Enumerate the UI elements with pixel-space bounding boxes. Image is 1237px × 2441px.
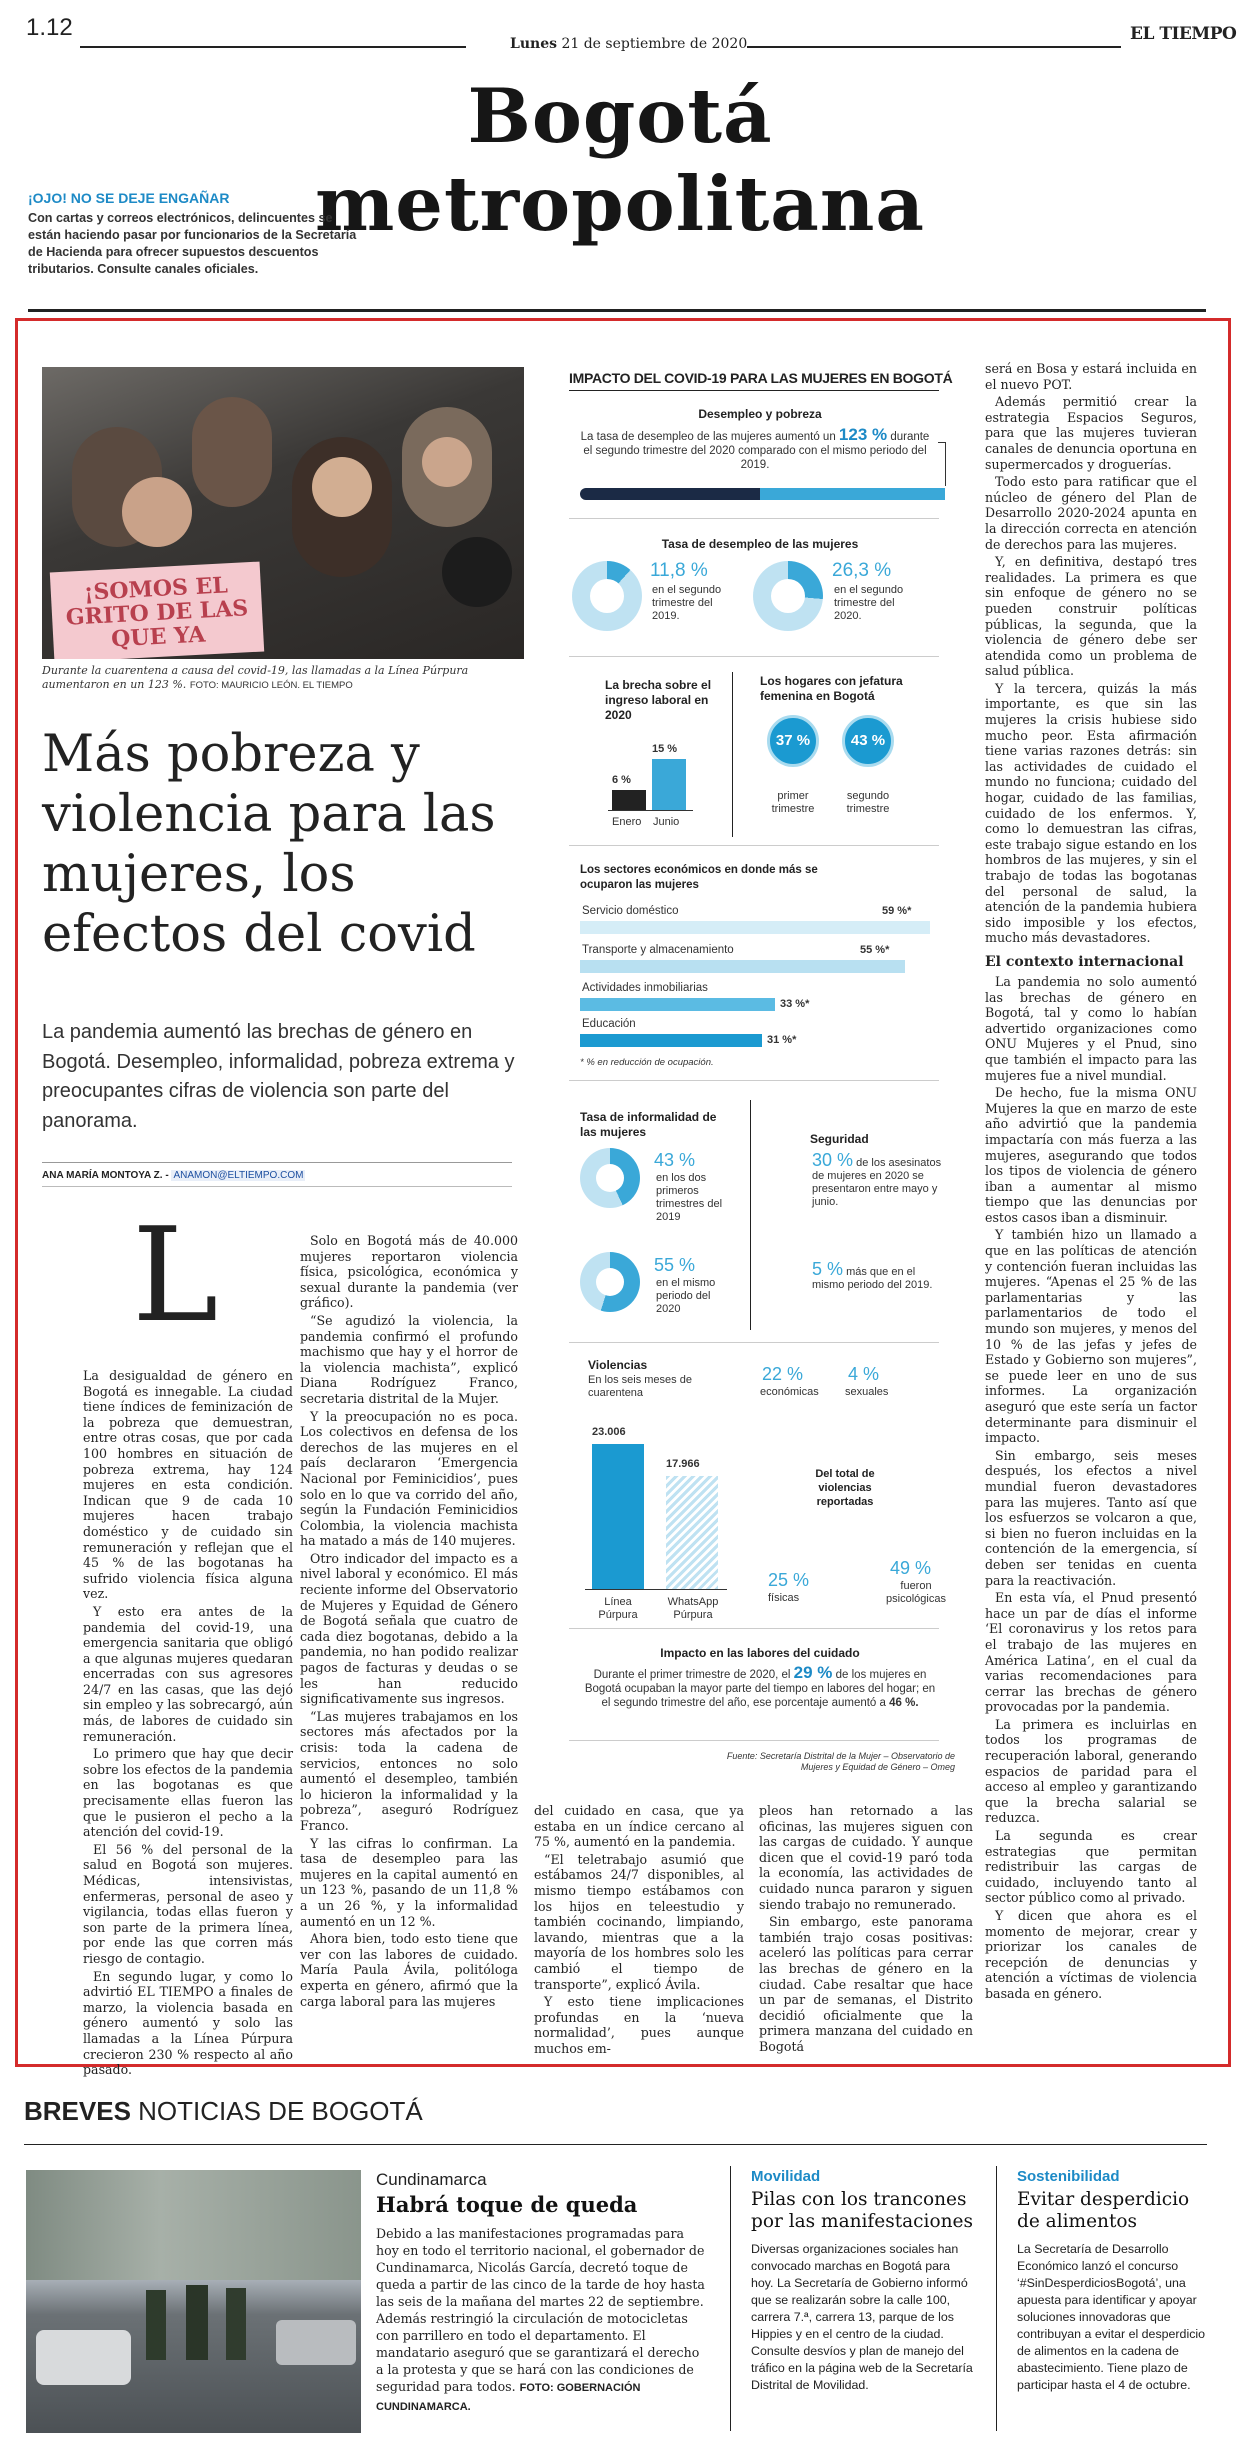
info-title-rule <box>569 390 939 391</box>
households-heading: Los hogares con jefatura femenina en Bogotá <box>760 674 903 703</box>
photo-trees <box>26 2170 361 2280</box>
sector-3-label: Actividades inmobiliarias <box>582 982 708 994</box>
gap-bar-junio <box>652 759 686 810</box>
breve-1-kicker: Cundinamarca <box>376 2170 487 2189</box>
article-column-5 <box>985 361 1197 2004</box>
sector-4-label: Educación <box>582 1018 636 1030</box>
info-vrule-1 <box>732 672 733 837</box>
gap-bar-enero-value: 6 % <box>612 774 631 786</box>
slice-economic-label: económicas <box>760 1386 819 1398</box>
security-block-2 <box>812 1259 942 1292</box>
security-v2: 5 % <box>812 1259 844 1279</box>
unemployment-text-a: La tasa de desempleo de las mujeres aumentó un <box>580 431 839 443</box>
col5-p7: De hecho, fue la misma ONU Mujeres la que en marzo de este año advirtió que la pandemia impactaría con más fuerza a las mujeres, asegurando que todos los tipos de violencia de género iban a aumentar al mismo tiempo que las denuncias por estos casos iban a disminuir. <box>985 1085 1197 1225</box>
care-text-b: de los mujeres en Bogotá ocupaban la mayor parte del tiempo en labores del hogar; en el segundo trimestre del año, ese porcentaje aumentó a <box>584 1669 936 1709</box>
author-sep: - <box>162 1170 172 1181</box>
photo-protest-sign: ¡SOMOS EL GRITO DE LAS QUE YA <box>50 562 264 659</box>
informality-donut-2019 <box>580 1148 640 1208</box>
col5-p11: La primera es incluirlas en todos los programas de recuperación laboral, generando espacios de paridad para el acceso al empleo y garantizando que la brecha salarial se reduzca. <box>985 1716 1197 1826</box>
breve-1-title: Habrá toque de queda <box>376 2192 638 2217</box>
care-text-a: Durante el primer trimestre de 2020, el <box>593 1669 794 1681</box>
security-v1: 30 % <box>812 1150 854 1170</box>
gap-bar-junio-value: 15 % <box>652 743 678 755</box>
unemployment-value: 123 % <box>838 425 888 444</box>
info-vrule-2 <box>750 1100 751 1330</box>
violence-bar-2 <box>666 1476 718 1589</box>
col5-p6: La pandemia no solo aumentó las brechas de género en Bogotá, tal y como lo habían advertido organizaciones como ONU Mujeres y el Pnud, sino que también el impacto para las mujeres fue a nivel mundial. <box>985 973 1197 1083</box>
alert-kicker: ¡OJO! NO SE DEJE ENGAÑAR <box>28 190 230 206</box>
author-email[interactable]: ANAMON@ELTIEMPO.COM <box>173 1170 304 1181</box>
informality-donut-2020 <box>580 1252 640 1312</box>
sector-2-value: 55 %* <box>860 944 890 956</box>
col3-p3: Y esto tiene implicaciones profundas en la ‘nueva normalidad’, pues aunque muchos em- <box>534 1994 744 2056</box>
info-rule-4 <box>569 1080 939 1081</box>
violence-heading: Violencias <box>588 1358 648 1372</box>
info-title: IMPACTO DEL COVID-19 PARA LAS MUJERES EN BOGOTÁ <box>569 370 953 386</box>
photo-officer-3 <box>226 2288 246 2360</box>
col1-p4: El 56 % del personal de la salud en Bogotá son mujeres. Médicas, intensivistas, enfermeras, personal de aseo y vigilancia, todas ellas fueron y son parte de la primera línea, por ende las que corren más riesgo de contagio. <box>83 1841 293 1966</box>
informality-heading: Tasa de informalidad de las mujeres <box>580 1110 717 1139</box>
gap-label-junio: Junio <box>653 816 680 828</box>
breves-title-light: NOTICIAS DE BOGOTÁ <box>138 2096 423 2126</box>
slice-sexual-value: 4 % <box>848 1364 880 1384</box>
info-rule-7 <box>569 1740 939 1741</box>
unemployment-text-b: durante el segundo trimestre del 2020 comparado con el mismo periodo del 2019. <box>583 431 930 471</box>
section-title: Bogotá metropolitana <box>314 72 926 248</box>
col5-p3: Todo esto para ratificar que el núcleo de género del Plan de Desarrollo 2020-2024 apunta en la dirección correcta en atención de derechos para las mujeres. <box>985 474 1197 552</box>
gap-axis <box>608 810 693 811</box>
col1-p1: La desigualdad de género en Bogotá es innegable. La ciudad tiene índices de feminización de la pobreza que demuestran, entre otras cosas, que por cada 100 hombres en situación de pobreza extrema, hay 124 mujeres en esta condición. Indican que 9 de cada 10 mujeres hacen trabajo doméstico y de cuidado sin remuneración y reflejan que el 45 % de las bogotanas ha sufrido violencia física alguna vez. <box>83 1368 293 1602</box>
informality-2019-value: 43 % <box>654 1150 696 1170</box>
slice-economic-value: 22 % <box>762 1364 804 1384</box>
sectors-note: * % en reducción de ocupación. <box>580 1057 714 1068</box>
article-column-1 <box>83 1368 293 2080</box>
brand-logo: EL TIEMPO <box>1130 24 1237 44</box>
slice-sexual-label: sexuales <box>845 1386 889 1398</box>
breve-2-kicker: Movilidad <box>751 2168 821 2185</box>
unemployment-heading: Desempleo y pobreza <box>698 407 822 421</box>
info-rule-1 <box>569 518 939 519</box>
breves-title <box>24 2096 423 2127</box>
col5-p9: Sin embargo, seis meses después, los efectos a nivel mundial fueron devastadores para las mujeres. Tanto así que los esfuerzos se volcaron a que, si bien no fueron incluidas en la contención de la emergencia, sí deben ser tenidas en cuenta para la reactivación. <box>985 1447 1197 1588</box>
col1-p2: Y esto era antes de la pandemia del covid-19, una emergencia sanitaria que obligó a que algunas mujeres quedaran encerradas con sus agresores 24/7 en las casas, que las dejó sin empleo y las sobrecargó, aún más, de labores de cuidado sin remuneración. <box>83 1603 293 1744</box>
households-q1-value: 37 % <box>775 732 811 749</box>
violence-sub: En los seis meses de cuarentena <box>588 1374 692 1399</box>
rate-2019-text: en el segundo trimestre del 2019. <box>652 584 722 622</box>
breves-divider-1 <box>730 2166 731 2431</box>
date-rest: 21 de septiembre de 2020 <box>561 36 748 52</box>
breve-2 <box>751 2168 973 2394</box>
col5-p12: La segunda es crear estrategias que permitan redistribuir las cargas de cuidado, incluyendo tanto al sector público como al privado. <box>985 1828 1197 1906</box>
care-heading: Impacto en las labores del cuidado <box>660 1646 860 1660</box>
rate-2020-value: 26,3 % <box>832 560 892 581</box>
unemployment-arrow-icon <box>938 442 946 486</box>
slice-psych-value: 49 % <box>890 1558 932 1578</box>
info-source: Fuente: Secretaría Distrital de la Mujer – Observatorio de Mujeres y Equidad de Género – Omeg <box>726 1751 955 1772</box>
photo-officer-1 <box>146 2290 166 2360</box>
col1-p3: Lo primero que hay que decir sobre los efectos de la pandemia en las bogotanas es que precisamente ellas fueron las que le pusieron el pecho a la atención del covid-19. <box>83 1746 293 1840</box>
sector-3-bar <box>580 998 775 1011</box>
sector-1-bar <box>580 921 930 934</box>
article-column-4 <box>759 1803 973 2057</box>
informality-2020-value: 55 % <box>654 1255 696 1275</box>
header-rule-right <box>747 46 1121 48</box>
col5-p1: será en Bosa y estará incluida en el nuevo POT. <box>985 361 1197 392</box>
violence-bar-2-value: 17.966 <box>666 1458 700 1470</box>
author-name: ANA MARÍA MONTOYA Z. <box>42 1170 163 1181</box>
header-date <box>510 36 747 52</box>
violence-bar-1 <box>592 1444 644 1589</box>
col3-p2: “El teletrabajo asumió que estábamos 24/7 disponibles, al mismo tiempo estábamos con los hijos en teleestudio y también cocinando, limpiando, lavando, mientras que a la mayoría de los hombres solo les cambió el tiempo de transporte”, explicó Ávila. <box>534 1851 744 1992</box>
article-column-2 <box>300 1233 518 2011</box>
rate-2020-text: en el segundo trimestre del 2020. <box>834 584 904 622</box>
unemployment-bar-dark <box>580 488 760 500</box>
col5-p5: Y la tercera, quizás la más importante, es que sin las mujeres la crisis hubiese sido mucho peor. Esta afirmación tiene varias razones detrás: sin las actividades de cuidado el mundo no funciona; cuidado del hogar, cuidado de las familias, cuidado de los enfermos. Y, como lo demuestran las cifras, este trabajo sigue estando en los hombros de las mujeres, y sin el trabajo de todas las bogotanas del personal de salud, la atención de la pandemia hubiera sido imposible y los efectos, mucho más devastadores. <box>985 680 1197 946</box>
info-rule-6 <box>569 1628 939 1629</box>
col5-p8: Y también hizo un llamado a que en las políticas de atención y contención fueran incluidas las mujeres. “Apenas el 25 % de las parlamentarias y las parlamentarios de todo el mundo son mujeres, y menos del 10 % de las jefas y jefes de Estado y Gobierno son mujeres”, se puede leer en uno de sus informes. La organización aseguró que este sería un factor determinante para disminuir el impacto. <box>985 1227 1197 1446</box>
info-rule-5 <box>569 1342 939 1343</box>
info-rule-2 <box>569 656 939 657</box>
slice-physical-value: 25 % <box>768 1570 810 1590</box>
breves-divider-2 <box>996 2166 997 2431</box>
violence-donut-center: Del total de violencias reportadas <box>815 1468 875 1508</box>
sector-4-value: 31 %* <box>767 1034 797 1046</box>
slice-psych-label: fueron psicológicas <box>886 1580 946 1605</box>
breve-1-text <box>376 2225 708 2416</box>
violence-bar-2-label: WhatsApp Púrpura <box>667 1596 719 1621</box>
header-bottom-rule <box>28 309 1206 312</box>
photo-caption <box>42 664 524 693</box>
col4-p2: Sin embargo, este panorama también trajo cosas positivas: aceleró las políticas para cerrar las brechas de género en la ciudad. Cabe resaltar que hace un par de semanas, el Distrito decidió oficialmente que la primera manzana del cuidado en Bogotá <box>759 1914 973 2054</box>
byline <box>42 1170 305 1181</box>
col2-p7: Ahora bien, todo esto tiene que ver con las labores de cuidado. María Paula Ávila, politóloga experta en género, afirmó que la carga laboral para las mujeres <box>300 1931 518 2009</box>
sector-1-label: Servicio doméstico <box>582 905 679 917</box>
photo-vehicle-2 <box>276 2320 356 2365</box>
breve-2-title: Pilas con los trancones por las manifestaciones <box>751 2189 973 2232</box>
sector-1-value: 59 %* <box>882 905 912 917</box>
infographic <box>560 360 970 1790</box>
security-t1: de los asesinatos de mujeres en 2020 se presentaron entre mayo y junio. <box>812 1157 942 1208</box>
photo-vehicle-1 <box>36 2330 131 2385</box>
care-value: 29 % <box>793 1663 833 1682</box>
households-q2-value: 43 % <box>850 732 886 749</box>
header-rule-left <box>80 46 466 48</box>
photo-credit: FOTO: MAURICIO LEÓN. EL TIEMPO <box>189 680 353 691</box>
sector-4-bar <box>580 1034 762 1047</box>
date-weekday: Lunes <box>510 36 557 52</box>
breve-1 <box>376 2170 708 2416</box>
alert-text: Con cartas y correos electrónicos, delincuentes se están haciendo pasar por funcionarios de la Secretaría de Hacienda para ofrecer supuestos descuentos tributarios. Consulte canales oficiales. <box>28 211 357 276</box>
info-rule-3 <box>569 845 939 846</box>
unemployment-text <box>575 425 935 472</box>
byline-rule <box>42 1186 512 1187</box>
security-block-1 <box>812 1150 942 1209</box>
col5-p2: Además permitió crear la estrategia Espacios Seguros, para que las mujeres tuvieran canales de denuncia oportuna en supermercados y droguerías. <box>985 394 1197 472</box>
violence-bar-1-label: Línea Púrpura <box>598 1596 638 1621</box>
violence-axis <box>585 1589 727 1590</box>
breve-3-text: La Secretaría de Desarrollo Económico lanzó el concurso ‘#SinDesperdiciosBogotá’, una apuesta para identificar y apoyar soluciones innovadoras que contribuyan a evitar el desperdicio de alimentos en la cadena de abastecimiento. Tiene plazo de participar hasta el 4 de octubre. <box>1017 2242 1206 2392</box>
col4-p1: pleos han retornado a las oficinas, las mujeres siguen con las cargas de cuidado. Y aunque dicen que el covid-19 paró toda la economía, las actividades de cuidado nunca pararon y siguen siendo trabajo no remunerado. <box>759 1803 973 1912</box>
col2-p1: Solo en Bogotá más de 40.000 mujeres reportaron violencia física, psicológica, económica y sexual durante la pandemia (ver gráfico). <box>300 1233 518 1311</box>
slice-physical-label: físicas <box>768 1592 800 1604</box>
rate-heading: Tasa de desempleo de las mujeres <box>661 537 859 551</box>
col2-p5: “Las mujeres trabajamos en los sectores más afectados por la crisis: toda la cadena de servicios, entonces no solo aumentó el desempleo, también lo hicieron la informalidad y la pobreza”, aseguró Rodríguez Franco. <box>300 1708 518 1833</box>
breves-rule <box>24 2144 1207 2145</box>
drop-cap: L <box>132 1199 219 1351</box>
col3-p1: del cuidado en casa, que ya estaba en un índice cercano al 75 %, aumentó en la pandemia. <box>534 1803 744 1850</box>
col2-p4: Otro indicador del impacto es a nivel laboral y económico. El más reciente informe del Observatorio de Mujeres y Equidad de Género de Bogotá señala que cuatro de cada diez bogotanas, debido a la pandemia, no han podido realizar pagos de facturas y deudas o se les han reducido significativamente sus ingresos. <box>300 1550 518 1707</box>
households-q2-label: segundo trimestre <box>846 790 890 815</box>
col5-p13: Y dicen que ahora es el momento de mejorar, crear y priorizar los canales de recepción de denuncias y atención a víctimas de violencia basada en género. <box>985 1908 1197 2001</box>
security-heading: Seguridad <box>810 1132 869 1146</box>
informality-2020-text: en el mismo periodo del 2020 <box>656 1277 716 1315</box>
col2-p2: “Se agudizó la violencia, la pandemia confirmó el profundo machismo que hay y el horror de la violencia machista”, explicó Diana Rodríguez Franco, secretaria distrital de la Mujer. <box>300 1312 518 1406</box>
sectors-heading: Los sectores económicos en donde más se ocuparon las mujeres <box>580 864 818 891</box>
col5-p4: Y, en definitiva, destapó tres realidades. La primera es que sin enfoque de género no se pueden construir políticas públicas, la segunda, que la violencia de género debe ser atendida como un problema de salud pública. <box>985 554 1197 679</box>
gap-heading: La brecha sobre el ingreso laboral en 2020 <box>605 678 712 722</box>
security-t2: más que en el mismo periodo del 2019. <box>812 1266 933 1291</box>
photo-caption-text: Durante la cuarentena a causa del covid-19, las llamadas a la Línea Púrpura aumentaron en un 123 %. <box>42 664 469 691</box>
breves-title-bold: BREVES <box>24 2096 131 2126</box>
unemployment-bar-blue <box>760 488 945 500</box>
article-headline: Más pobreza y violencia para las mujeres, los efectos del covid <box>42 725 496 964</box>
col1-p5: En segundo lugar, y como lo advirtió EL TIEMPO a finales de marzo, la violencia basada en género aumentó y solo las llamadas a la Línea Púrpura crecieron 230 % respecto al año pasado. <box>83 1968 293 2078</box>
breve-1-body: Debido a las manifestaciones programadas para hoy en todo el territorio nacional, el gobernador de Cundinamarca, Nicolás García, decretó toque de queda a partir de las cinco de la tarde de hoy hasta las seis de la mañana del martes 22 de septiembre. Además restringió la circulación de motocicletas con parrillero en todo el departamento. El mandatario aseguró que se garantizará el derecho a la protesta y que se hará con las condiciones de seguridad para todos. <box>376 2226 705 2394</box>
sector-3-value: 33 %* <box>780 998 810 1010</box>
informality-2019-text: en los dos primeros trimestres del 2019 <box>656 1172 723 1223</box>
sector-2-bar <box>580 960 905 973</box>
col2-p6: Y las cifras lo confirman. La tasa de desempleo para las mujeres en la capital aumentó en un 123 %, pasando de un 11,8 % a un 26 %, y la informalidad aumentó en un 12 %. <box>300 1835 518 1929</box>
breve-3-title: Evitar desperdicio de alimentos <box>1017 2189 1190 2232</box>
care-value-2: 46 %. <box>889 1697 919 1709</box>
article-column-3 <box>534 1803 744 2059</box>
rate-donut-2020 <box>753 561 823 631</box>
violence-bar-1-value: 23.006 <box>592 1426 626 1438</box>
article-photo <box>42 367 524 659</box>
breves-photo <box>26 2170 361 2433</box>
rate-2019-value: 11,8 % <box>650 560 708 581</box>
breve-2-text: Diversas organizaciones sociales han convocado marchas en Bogotá para hoy. La Secretaría de Gobierno informó que se realizarán sobre la calle 100, carrera 7.ª, carrera 13, parque de los Hippies y en el centro de la ciudad. Consulte desvíos y plan de manejo del tráfico en la página web de la Secretaría Distrital de Movilidad. <box>751 2242 973 2392</box>
breve-1-credit: FOTO: GOBERNACIÓN CUNDINAMARCA. <box>376 2382 641 2413</box>
households-q1-label: primer trimestre <box>771 790 815 815</box>
article-lead: La pandemia aumentó las brechas de género en Bogotá. Desempleo, informalidad, pobreza extrema y preocupantes cifras de violencia son parte del panorama. <box>42 1021 515 1132</box>
rate-donut-2019 <box>572 561 642 631</box>
photo-officer-2 <box>186 2285 208 2360</box>
care-text <box>580 1663 940 1710</box>
breve-3-kicker: Sostenibilidad <box>1017 2168 1120 2185</box>
gap-label-enero: Enero <box>612 816 642 828</box>
gap-bar-enero <box>612 790 646 810</box>
col2-p3: Y la preocupación no es poca. Los colectivos en defensa de los derechos de las mujeres en el país declararon ‘Emergencia Nacional por Feminicidios’, pues solo en lo que va corrido del año, según la Fundación Feminicidios Colombia, la violencia machista ha matado a más de 140 mujeres. <box>300 1408 518 1549</box>
sector-2-label: Transporte y almacenamiento <box>582 944 734 956</box>
breve-3 <box>1017 2168 1212 2394</box>
col5-p10: En esta vía, el Pnud presentó hace un par de días el informe ‘El coronavirus y los retos para el trabajo de las mujeres en América Latina’, en el cual da varias recomendaciones para cerrar las brechas de género provocadas por la pandemia. <box>985 1590 1197 1715</box>
page-number: 1.12 <box>26 14 73 41</box>
lead-rule <box>42 1162 512 1163</box>
article-subhead: El contexto internacional <box>985 953 1184 970</box>
